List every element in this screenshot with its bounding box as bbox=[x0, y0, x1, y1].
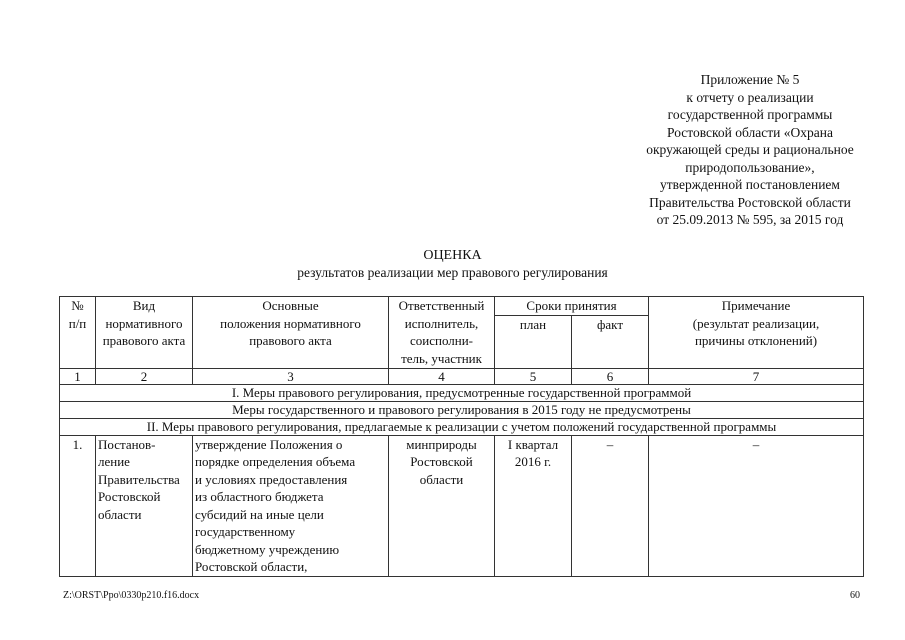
appendix-line: Приложение № 5 bbox=[700, 72, 800, 87]
row-note: – bbox=[649, 435, 864, 576]
header-responsible: Ответственный исполнитель, соисполни- тель, участник bbox=[389, 297, 495, 369]
column-number: 5 bbox=[495, 368, 572, 384]
row-provisions: утверждение Положения о порядке определения объема и условиях предоставления из областного бюджета субсидий на иные цели государственному бюджетному учреждению Ростовской области, bbox=[193, 435, 389, 576]
appendix-line: от 25.09.2013 № 595, за 2015 год bbox=[656, 212, 844, 227]
table-row bbox=[60, 435, 864, 576]
header-plan: план bbox=[495, 315, 572, 368]
document-title: ОЦЕНКА bbox=[423, 248, 482, 263]
appendix-line: утвержденной постановлением bbox=[660, 177, 840, 192]
row-act-type: Постанов- ление Правительства Ростовской области bbox=[96, 435, 193, 576]
column-number: 3 bbox=[193, 368, 389, 384]
appendix-line: Правительства Ростовской области bbox=[649, 194, 851, 210]
header-provisions: Основные положения нормативного правового акта bbox=[193, 297, 389, 369]
section-row bbox=[60, 418, 864, 435]
header-note: Примечание (результат реализации, причины отклонений) bbox=[649, 297, 864, 369]
appendix-line: к отчету о реализации bbox=[686, 89, 814, 105]
column-number: 4 bbox=[389, 368, 495, 384]
header-act-type: Вид нормативного правового акта bbox=[96, 297, 193, 369]
header-terms: Сроки принятия bbox=[495, 297, 649, 316]
row-plan: I квартал 2016 г. bbox=[495, 435, 572, 576]
column-number-row bbox=[60, 368, 864, 384]
section-row bbox=[60, 401, 864, 418]
row-fact: – bbox=[572, 435, 649, 576]
section-row bbox=[60, 384, 864, 401]
header-num: № п/п bbox=[60, 297, 96, 369]
appendix-block bbox=[600, 71, 900, 229]
column-number: 7 bbox=[649, 368, 864, 384]
section-heading-2: II. Меры правового регулирования, предлагаемые к реализации с учетом положений государственной программы bbox=[60, 418, 864, 435]
header-row bbox=[60, 297, 864, 316]
row-responsible: минприроды Ростовской области bbox=[389, 435, 495, 576]
file-path: Z:\ORST\Ppo\0330p210.f16.docx bbox=[63, 590, 200, 601]
appendix-line: Ростовской области «Охрана bbox=[667, 124, 833, 140]
column-number: 1 bbox=[60, 368, 96, 384]
column-number: 2 bbox=[96, 368, 193, 384]
appendix-line: природопользование», bbox=[685, 159, 815, 175]
page-number: 60 bbox=[850, 590, 860, 601]
section-heading-1: I. Меры правового регулирования, предусмотренные государственной программой bbox=[60, 384, 864, 401]
evaluation-table bbox=[59, 296, 864, 577]
appendix-line: окружающей среды и рациональное bbox=[646, 142, 854, 157]
document-subtitle: результатов реализации мер правового регулирования bbox=[297, 265, 608, 280]
header-fact: факт bbox=[572, 315, 649, 368]
column-number: 6 bbox=[572, 368, 649, 384]
row-number: 1. bbox=[60, 435, 96, 576]
appendix-line: государственной программы bbox=[667, 107, 833, 122]
section-note: Меры государственного и правового регулирования в 2015 году не предусмотрены bbox=[60, 401, 864, 418]
